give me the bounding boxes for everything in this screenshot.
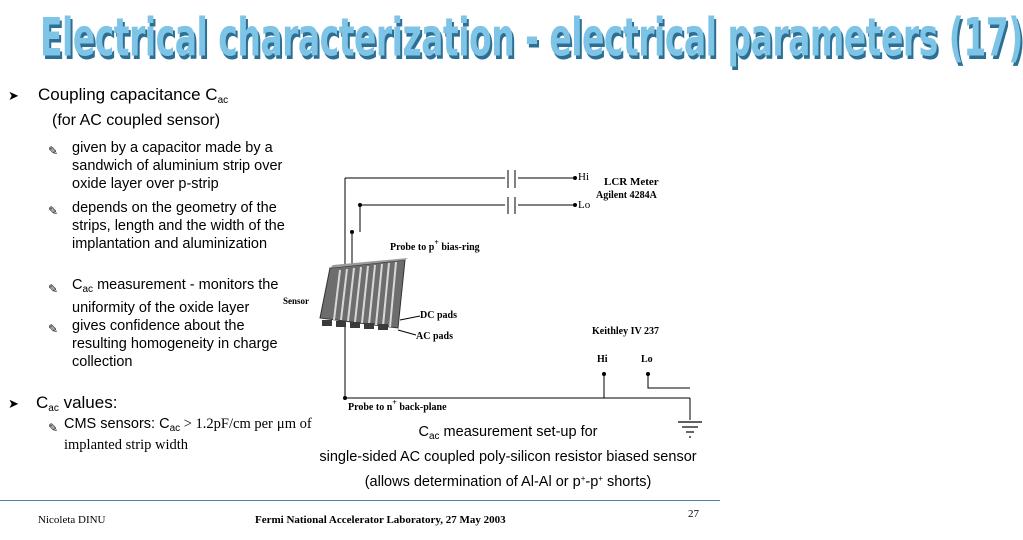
footer-rule (0, 500, 720, 501)
label-probe-n: Probe to n+ back-plane (348, 398, 447, 413)
pencil-bullet-icon: ✎ (48, 204, 59, 218)
diagram-caption: $C_{ac}$ measurement set-up for single-sided AC coupled poly-silicon resistor biased sensor (allows determination of Al-Al or p+-p+ shorts) (319, 424, 697, 490)
label-ac-pads: AC pads (416, 331, 453, 342)
footer-lab: Fermi National Accelerator Laboratory, 27 May 2003 (255, 514, 506, 526)
label-lcr-model: Agilent 4284A (596, 190, 657, 201)
sub-bullet-4: gives confidence about the resulting homogeneity in charge collection (72, 318, 278, 370)
label-keithley: Keithley IV 237 (592, 326, 660, 337)
label-dc-pads: DC pads (420, 310, 457, 321)
label-keithley-hi: Hi (597, 354, 608, 365)
pencil-bullet-icon: ✎ (48, 144, 59, 158)
sensor-image (320, 258, 408, 330)
label-lcr-meter: LCR Meter (604, 176, 659, 188)
pencil-bullet-icon: ✎ (48, 282, 59, 296)
footer-author: Nicoleta DINU (38, 514, 106, 526)
pencil-bullet-icon: ✎ (48, 322, 59, 336)
cms-values: CMS sensors: $C_{ac} > 1.2pF/cm$ per μm of implanted strip width (64, 416, 312, 453)
slide-title: Electrical characterization - electrical parameters (17) (40, 6, 1023, 69)
bullet-coupling-capacitance: Coupling capacitance $C_{ac}$ (38, 85, 229, 106)
sub-bullet-3: $C_{ac}$ measurement - monitors the uniformity of the oxide layer (72, 277, 279, 316)
arrow-bullet-icon: ➤ (8, 396, 19, 411)
bullet-note: (for AC coupled sensor) (52, 112, 221, 129)
arrow-bullet-icon: ➤ (8, 88, 19, 103)
bullet-cac-values: $C_{ac}$ values: (36, 393, 118, 414)
label-hi: Hi (578, 171, 589, 183)
label-probe-p: Probe to p+ bias-ring (390, 238, 480, 253)
label-sensor: Sensor (283, 296, 310, 306)
pencil-bullet-icon: ✎ (48, 421, 59, 435)
label-lo: Lo (578, 199, 591, 211)
sub-bullet-1: given by a capacitor made by a sandwich of aluminium strip over oxide layer over p-strip (72, 140, 283, 192)
capacitor-hi (508, 170, 515, 188)
wire-keithley-lo (648, 374, 690, 388)
sub-bullet-2: depends on the geometry of the strips, length and the width of the implantation and aluminization (72, 200, 285, 252)
page-number: 27 (688, 508, 699, 520)
capacitor-lo (508, 197, 515, 214)
label-keithley-lo: Lo (641, 354, 653, 365)
